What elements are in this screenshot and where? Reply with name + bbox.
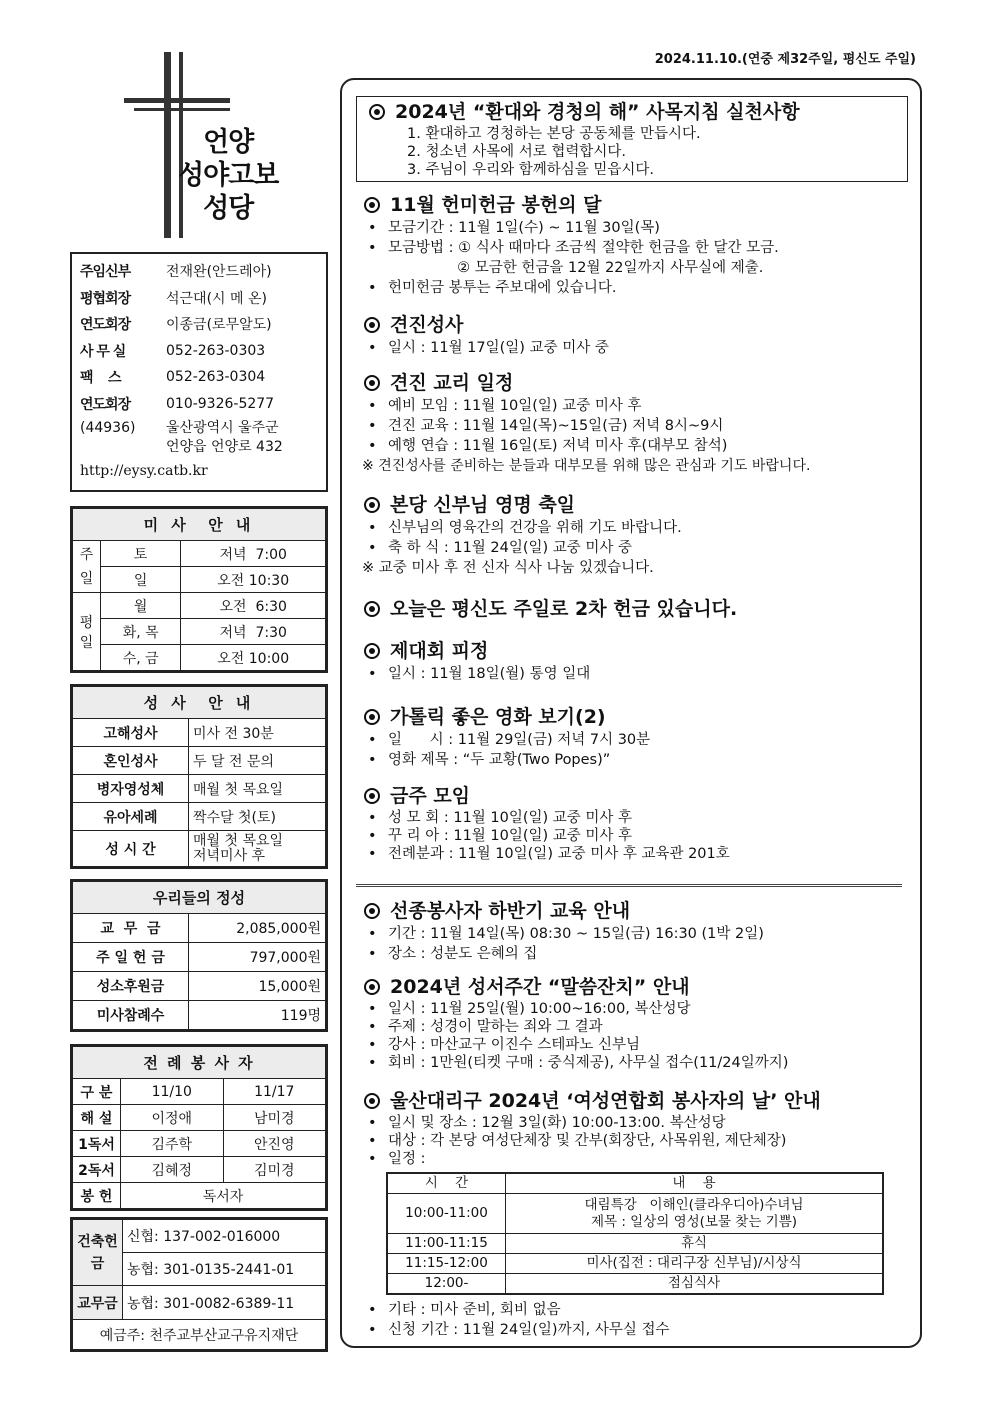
parish-name: 언양 성야고보 성당 bbox=[178, 127, 279, 224]
website-link[interactable]: http://eysy.catb.kr bbox=[80, 463, 208, 479]
sacrament-info: 성 사 안 내 고해성사 미사 전 30분 혼인성사 두 달 전 문의 병자영성체 매월 첫 목요일 유아세례 짝수달 첫(토) 성 시 간 매월 첫 목요일 저녁미사 후 bbox=[70, 684, 328, 869]
section-confirmation-class: 견진 교리 일정 • 예비 모임 : 11월 10일(일) 교중 미사 후 • 견진 교육 : 11월 14일(목)~15일(금) 저녁 8시~9시 • 예행 연습 : 11월 16일(토) 저녁 미사 후(대부모 참석) ※ 견진성사를 준비하는 분들과 대부모를 위해 많은 관심과 기도 바랍니다. bbox=[362, 372, 811, 474]
section-bible-week: 2024년 성서주간 “말씀잔치” 안내 • 일시 : 11월 25일(월) 10:00~16:00, 복산성당 • 주제 : 성경이 말하는 죄와 그 결과 • 강사 : 마산교구 이진수 스테파노 신부님 • 회비 : 1만원(티켓 구매 : 중식제공), 사무실 접수(11/24일까지) bbox=[360, 974, 920, 1072]
bank-accounts: 건축헌금 신협: 137-002-016000 농협: 301-0135-2441-01 교무금 농협: 301-0082-6389-11 예금주: 천주교부산교구유지재단 bbox=[70, 1217, 328, 1352]
section-women-volunteer-extra: • 기타 : 미사 준비, 회비 없음 • 신청 기간 : 11월 24일(일)까지, 사무실 접수 bbox=[368, 1302, 670, 1338]
offering-summary: 우리들의 정성 교 무 금 2,085,000원 주 일 헌 금 797,000원 성소후원금 15,000원 미사참례수 119명 bbox=[70, 879, 328, 1032]
section-women-volunteer-day: 울산대리구 2024년 ‘여성연합회 봉사자의 날’ 안내 • 일시 및 장소 : 12월 3일(화) 10:00-13:00. 복산성당 • 대상 : 각 본당 여성단체장 및 간부(회장단, 사목위원, 제단체장) • 일정 : bbox=[360, 1088, 920, 1168]
mass-schedule: 미 사 안 내 주일 토 저녁 7:00 일 오전 10:30 평일 월 오전 6:30 화, 목 저녁 7:30 수, 금 오전 10:00 bbox=[70, 506, 328, 673]
pastoral-guideline: 2024년 “환대와 경청의 해” 사목지침 실천사항 1. 환대하고 경청하는 본당 공동체를 만듭시다. 2. 청소년 사목에 서로 협력합시다. 3. 주님이 우리와 함께하심을 믿읍시다. bbox=[356, 96, 908, 182]
section-rice-offering: 11월 헌미헌금 봉헌의 달 • 모금기간 : 11월 1일(수) ~ 11월 30일(목) • 모금방법 : ① 식사 때마다 조금씩 절약한 헌금을 한 달간 모금. ② 모금한 헌금을 12월 22일까지 사무실에 제출. • 헌미헌금 봉투는 주보대에 있습니다. bbox=[360, 192, 920, 298]
bulletin-date: 2024.11.10.(연중 제32주일, 평신도 주일) bbox=[654, 52, 916, 67]
liturgy-ministers: 전 례 봉 사 자 구 분 11/10 11/17 해 설 이정애 남미경 1독서 김주학 안진영 2독서 김혜정 김미경 봉 헌 독서자 bbox=[70, 1044, 328, 1211]
section-laity-sunday: 오늘은 평신도 주일로 2차 헌금 있습니다. bbox=[360, 596, 920, 622]
divider bbox=[356, 884, 902, 887]
section-meetings: 금주 모임 • 성 모 회 : 11월 10일(일) 교중 미사 후 • 꾸 리 아 : 11월 10일(일) 교중 미사 후 • 전례분과 : 11월 10일(일) 교중 미사 후 교육관 201호 bbox=[360, 783, 920, 863]
event-schedule-table: 시 간 내 용 10:00-11:00 대림특강 이해인(클라우디아)수녀님 제목 : 일상의 영성(보물 찾는 기쁨) 11:00-11:15 휴식 11:15-12:00 미사(집전 : 대리구장 신부님)/시상식 12:00- 점심식사 bbox=[386, 1172, 884, 1295]
section-confirmation: 견진성사 • 일시 : 11월 17일(일) 교중 미사 중 bbox=[360, 312, 920, 358]
section-movie: 가톨릭 좋은 영화 보기(2) • 일 시 : 11월 29일(금) 저녁 7시 30분 • 영화 제목 : “두 교황(Two Popes)” bbox=[360, 704, 920, 770]
section-pastor-feast: 본당 신부님 영명 축일 • 신부님의 영육간의 건강을 위해 기도 바랍니다. • 축 하 식 : 11월 24일(일) 교중 미사 중 ※ 교중 미사 후 전 신자 식사 나눔 있겠습니다. bbox=[362, 494, 682, 576]
parish-logo bbox=[124, 52, 324, 242]
contact-box: 주임신부 전재완(안드레아) 평협회장 석근대(시 메 온) 연도회장 이종금(로무알도) 사 무 실 052-263-0303 팩 스 052-263-0304 연도회장 010-9326-5277 (44936) 울산광역시 울주군 언양읍 언양로 432 http://eysy.catb.kr bbox=[70, 252, 328, 492]
section-funeral-volunteer: 선종봉사자 하반기 교육 안내 • 기간 : 11월 14일(목) 08:30 ~ 15일(금) 16:30 (1박 2일) • 장소 : 성분도 은혜의 집 bbox=[360, 898, 920, 964]
section-altar-retreat: 제대회 피정 • 일시 : 11월 18일(월) 통영 일대 bbox=[360, 638, 920, 684]
